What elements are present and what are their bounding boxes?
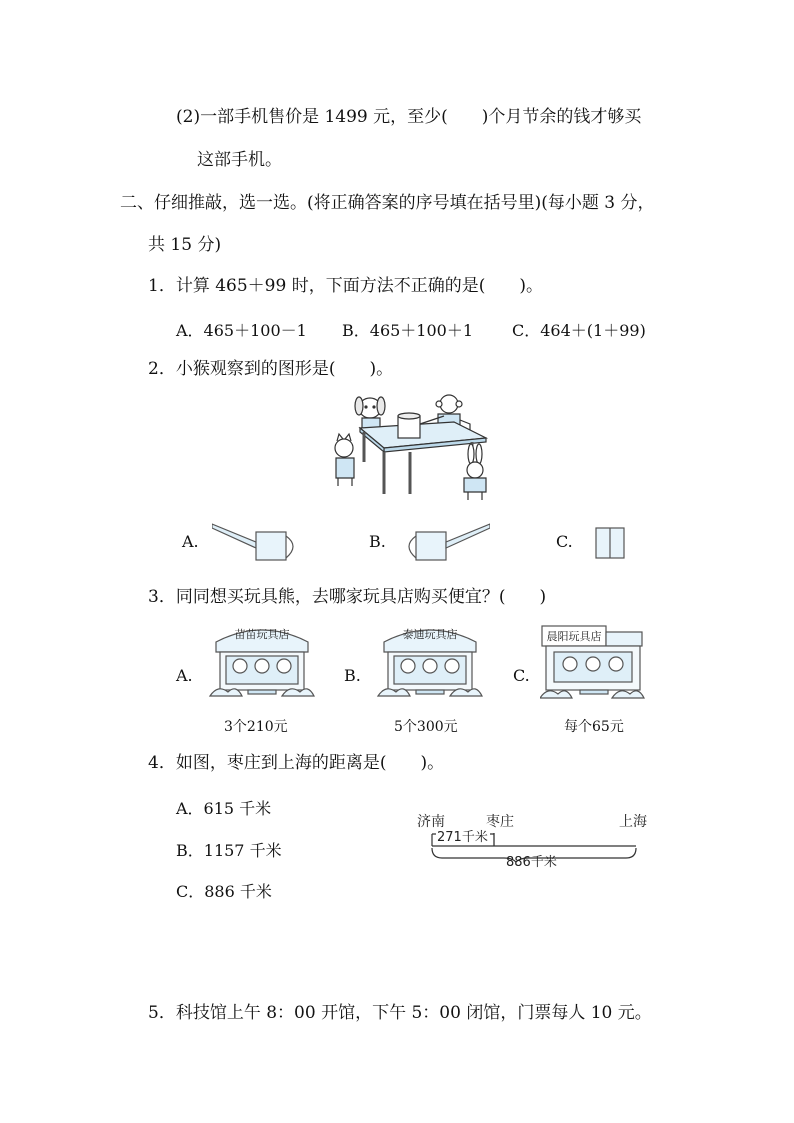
q4-text: 4．如图，枣庄到上海的距离是( )。 xyxy=(148,753,445,773)
table-scene-illustration xyxy=(326,392,501,504)
q4-option-a[interactable]: A．615 千米 xyxy=(176,799,272,818)
q3-option-c-label[interactable]: C. xyxy=(513,666,530,685)
question-2-2-line1: (2)一部手机售价是 1499 元，至少( )个月节余的钱才够买 xyxy=(176,107,642,127)
q2-option-b-label[interactable]: B. xyxy=(369,532,386,551)
q4-option-c[interactable]: C．886 千米 xyxy=(176,882,272,901)
q2-option-c-label[interactable]: C. xyxy=(556,532,573,551)
q3-text: 3．同同想买玩具熊，去哪家玩具店购买便宜？( ) xyxy=(148,587,547,607)
distance-jinan-zaozhuang-label: 271千米 xyxy=(437,830,488,845)
q3-shop-c-illustration[interactable] xyxy=(540,622,646,704)
q3-shop-c-sign: 晨阳玩具店 xyxy=(546,630,602,643)
q3-price-c: 每个65元 xyxy=(564,719,624,735)
q3-option-b-label[interactable]: B. xyxy=(344,666,361,685)
city-zaozhuang-label: 枣庄 xyxy=(486,814,514,830)
q1-text: 1．计算 465＋99 时，下面方法不正确的是( )。 xyxy=(148,276,543,296)
q3-price-a: 3个210元 xyxy=(224,719,288,735)
question-2-2-line2: 这部手机。 xyxy=(197,150,282,170)
q2-text: 2．小猴观察到的图形是( )。 xyxy=(148,359,394,379)
q3-price-b: 5个300元 xyxy=(394,719,458,735)
distance-total-label: 886千米 xyxy=(506,855,557,870)
q2-option-c-can-top-view-icon[interactable] xyxy=(594,526,628,560)
section-2-heading-cont: 共 15 分) xyxy=(148,235,222,255)
city-jinan-label: 济南 xyxy=(417,814,445,830)
q3-shop-a-sign: 苗苗玩具店 xyxy=(234,628,290,641)
q3-option-a-label[interactable]: A. xyxy=(176,666,193,685)
q4-option-b[interactable]: B．1157 千米 xyxy=(176,841,282,860)
q5-text: 5．科技馆上午 8：00 开馆，下午 5：00 闭馆，门票每人 10 元。 xyxy=(148,1003,652,1023)
q2-option-b-can-spout-right-icon[interactable] xyxy=(400,522,490,562)
q3-shop-b-illustration[interactable] xyxy=(374,622,486,704)
q1-option-c[interactable]: C．464＋(1＋99) xyxy=(512,321,646,340)
city-shanghai-label: 上海 xyxy=(619,814,647,830)
q1-option-a[interactable]: A．465＋100－1 xyxy=(176,321,307,340)
q3-shop-a-illustration[interactable] xyxy=(206,622,318,704)
q2-option-a-can-spout-left-icon[interactable] xyxy=(212,522,302,562)
distance-line-diagram xyxy=(412,808,664,870)
section-2-heading: 二、仔细推敲，选一选。(将正确答案的序号填在括号里)(每小题 3 分， xyxy=(120,193,655,213)
q2-option-a-label[interactable]: A. xyxy=(182,532,199,551)
q3-shop-b-sign: 泰迪玩具店 xyxy=(402,628,458,641)
q1-option-b[interactable]: B．465＋100＋1 xyxy=(342,321,474,340)
